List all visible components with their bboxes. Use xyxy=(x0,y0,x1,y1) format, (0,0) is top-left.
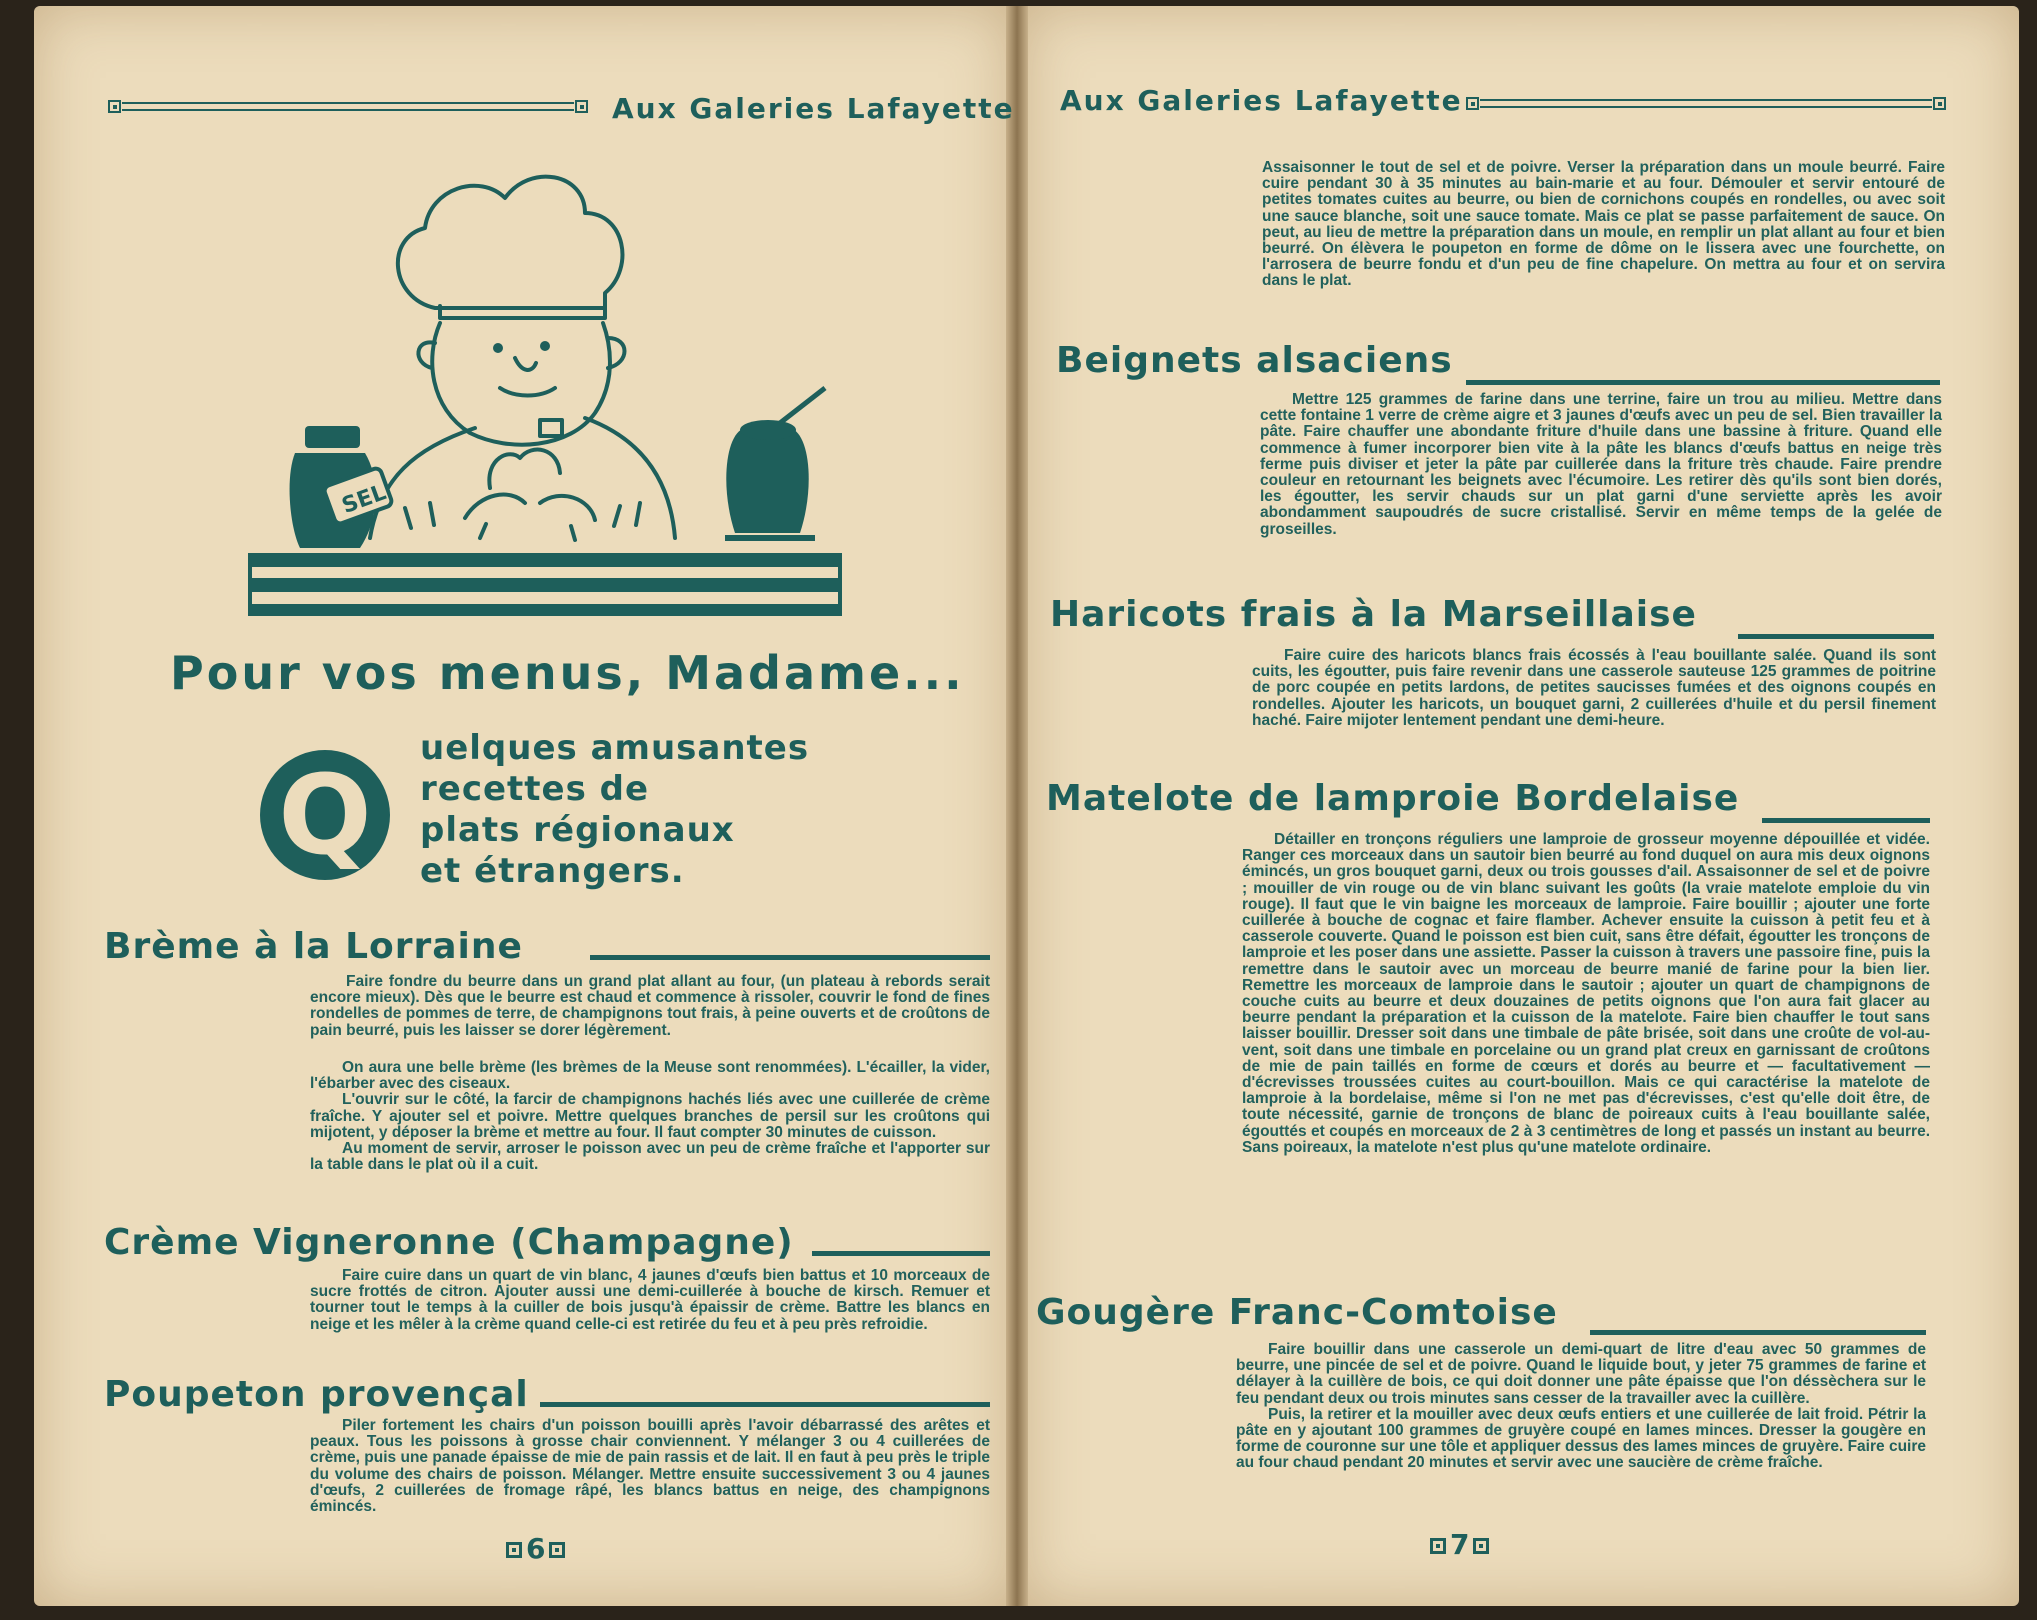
intro-line: recettes de xyxy=(420,769,650,809)
title-rule xyxy=(1466,380,1940,385)
continuation-text xyxy=(1262,160,1945,290)
square-ornament-icon xyxy=(1430,1538,1446,1554)
recipe-paragraph: L'ouvrir sur le côté, la farcir de champignons hachés liés avec une cuillerée de crème fraîche. Y ajouter sel et poivre. Mettre quelques branches de persil sur les croûtons qui mijotent, y déposer la brème et mettre au four. Il faut compter 30 minutes de cuisson. xyxy=(310,1091,990,1141)
recipe-title: Crème Vigneronne (Champagne) xyxy=(104,1222,794,1263)
recipe-paragraph: Faire cuire des haricots blancs frais écossés à l'eau bouillante salée. Quand ils sont cuits, les égoutter, puis faire revenir dans une casserole sauteuse 125 grammes de poitrine de porc coupée en petits lardons, de petites saucisses fumées et des oignons coupés en rondelles. Ajouter les haricots, un bouquet garni, 2 cuillerées d'huile et du persil finement haché. Faire mijoter lentement pendant une demi-heure. xyxy=(1252,647,1936,729)
square-ornament-icon xyxy=(506,1542,522,1558)
square-ornament-icon xyxy=(549,1542,565,1558)
recipe-title: Beignets alsaciens xyxy=(1056,340,1453,381)
title-rule xyxy=(1738,634,1934,639)
headline: Pour vos menus, Madame... xyxy=(170,646,965,700)
header-rule-left xyxy=(108,99,588,117)
left-header-title: Aux Galeries Lafayette xyxy=(612,92,1015,125)
intro-line: uelques amusantes xyxy=(420,728,810,768)
recipe-title: Poupeton provençal xyxy=(104,1374,529,1415)
recipe-paragraph: Au moment de servir, arroser le poisson avec un peu de crème fraîche et l'apporter sur la table dans le plat où il a cuit. xyxy=(310,1140,990,1174)
drop-cap-letter: Q xyxy=(278,751,372,879)
page-number: 6 xyxy=(526,1532,546,1565)
intro-lines xyxy=(420,728,809,892)
drop-cap-q xyxy=(260,750,390,880)
right-header-title: Aux Galeries Lafayette xyxy=(1060,84,1463,117)
title-rule xyxy=(540,1402,990,1407)
title-rule xyxy=(590,955,990,960)
recipe-paragraph: Mettre 125 grammes de farine dans une terrine, faire un trou au milieu. Mettre dans cette fontaine 1 verre de crème aigre et 3 jaunes d'œufs avec un peu de sel. Bien travailler la pâte. Faire chauffer une abondante friture d'huile dans une bassine à friture. Quand elle commence à fumer incorporer bien vite à la pâte les blancs d'œufs battus en neige très ferme puis diviser et jeter la pâte par cuillerée dans la friture très chaude. Faire prendre couleur en retournant les beignets avec l'écumoire. Les retirer dès qu'ils sont bien dorés, les égoutter, les servir chauds sur un plat garni d'une serviette après les avoir abondamment saupoudrés de sucre cristallisé. Servir en même temps de la gelée de groseilles. xyxy=(1260,391,1942,538)
recipe-title: Gougère Franc-Comtoise xyxy=(1036,1292,1558,1333)
chef-with-salt-jar-icon xyxy=(240,158,850,628)
recipe-body xyxy=(1242,832,1930,1156)
title-rule xyxy=(1590,1330,1926,1335)
recipe-title: Brème à la Lorraine xyxy=(104,926,523,967)
recipe-body xyxy=(1252,648,1936,729)
recipe-body-cont xyxy=(310,1060,990,1173)
title-rule xyxy=(812,1251,990,1256)
recipe-body xyxy=(310,1268,990,1333)
page-number: 7 xyxy=(1450,1528,1470,1561)
recipe-paragraph: Puis, la retirer et la mouiller avec deux œufs entiers et une cuillerée de lait froid. Pétrir la pâte en y ajoutant 100 grammes de gruyère coupé en lames minces. Dresser la gougère en forme de couronne sur une tôle et appliquer dessus des lames minces de gruyère. Faire cuire au four chaud pendant 20 minutes et servir avec une saucière de crème fraîche. xyxy=(1236,1405,1926,1472)
recipe-body xyxy=(310,974,990,1039)
recipe-paragraph: Faire bouillir dans une casserole un demi-quart de litre d'eau avec 50 grammes de beurre, une pincée de sel et de poivre. Quand le liquide bout, y jeter 75 grammes de farine et délayer à la cuillère de bois, ce qui doit donner une pâte épaisse que l'on déssèchera sur le feu pendant deux ou trois minutes sans cesser de la travailler avec la cuillère. xyxy=(1236,1341,1926,1407)
page-number-right xyxy=(1426,1528,1493,1561)
recipe-body xyxy=(310,1418,990,1515)
book-gutter xyxy=(1006,6,1028,1606)
recipe-body xyxy=(1260,392,1942,538)
salt-label: SEL xyxy=(338,480,390,520)
header-rule-right xyxy=(1466,96,1946,114)
intro-line: plats régionaux xyxy=(420,810,735,850)
title-rule xyxy=(1762,818,1930,823)
recipe-paragraph: Détailler en tronçons réguliers une lamproie de grosseur moyenne dépouillée et vidée. Ranger ces morceaux dans un sautoir bien beurré au fond duquel on aura mis deux oignons émincés, un gros bouquet garni, deux ou trois gousses d'ail. Assaisonner de sel et de poivre ; mouiller de vin rouge ou de vin blanc suivant les goûts (la vraie matelote emploie du vin rouge). Il faut que le vin baigne les morceaux de lamproie. Faire bouillir ; ajouter une forte cuillerée à bouche de cognac et faire flamber. Achever ensuite la cuisson à petit feu et à casserole couverte. Quand le poisson est bien cuit, sans être défait, égoutter les tronçons de lamproie et les poser dans une assiette. Passer la cuisson à travers une passoire fine, puis la remettre dans le sautoir avec un morceau de beurre manié de farine pour la bien lier. Remettre les morceaux de lamproie dans le sautoir ; ajouter un quart de champignons de couche cuits au beurre et deux douzaines de petits oignons que l'on aura fait glacer au beurre pendant la préparation et la cuisson de la matelote. Faire bien chauffer le tout sans laisser bouillir. Dresser soit dans une timbale de pâte brisée, soit dans une croûte de vol-au-vent, soit dans une timbale en porcelaine ou un grand plat creux en garnissant de croûtons de mie de pain taillés en forme de cœurs et dorés au beurre et — facultativement — d'écrevisses troussées cuites au court-bouillon. Mais ce qui caractérise la matelote de lamproie à la bordelaise, même si l'on ne met pas d'écrevisses, c'est qu'elle doit être, de toute nécessité, garnie de tronçons de blanc de poireaux cuits à l'eau bouillante salée, égouttés et coupés en morceaux de 2 à 3 centimètres de long et passés un instant au beurre. Sans poireaux, la matelote n'est plus qu'une matelote ordinaire. xyxy=(1242,831,1930,1156)
intro-line: et étrangers. xyxy=(420,851,685,891)
recipe-body xyxy=(1236,1342,1926,1472)
page-number-left xyxy=(502,1532,569,1565)
recipe-paragraph: Piler fortement les chairs d'un poisson bouilli après l'avoir débarrassé des arêtes et peaux. Tous les poissons à grosse chair conviennent. Y mélanger 3 ou 4 cuillerées de crème, puis une panade épaisse de mie de pain rassis et de lait. Il en faut à peu près le triple du volume des chairs de poisson. Mélanger. Mettre ensuite successivement 3 ou 4 jaunes d'œufs, 2 cuillerées de fromage râpé, les blancs battus en neige, des champignons émincés. xyxy=(310,1417,990,1516)
recipe-title: Haricots frais à la Marseillaise xyxy=(1050,594,1697,635)
chef-illustration xyxy=(240,158,850,628)
recipe-paragraph: Faire cuire dans un quart de vin blanc, 4 jaunes d'œufs bien battus et 10 morceaux de sucre frottés de citron. Ajouter aussi une demi-cuillerée à bouche de kirsch. Remuer et tourner tout le temps à la cuiller de bois jusqu'à épaissir de crème. Battre les blancs en neige et les mêler à la crème quand celle-ci est retirée du feu et à peu près refroidie. xyxy=(310,1267,990,1333)
continuation-paragraph: Assaisonner le tout de sel et de poivre. Verser la préparation dans un moule beurré. Faire cuire pendant 30 à 35 minutes au bain-marie et au four. Démouler et servir entouré de petites tomates cuites au beurre, ou bien de cornichons coupés en rondelles, ou avec soit une sauce blanche, soit une sauce tomate. Mais ce plat se passe parfaitement de sauce. On peut, au lieu de mettre la préparation dans un moule, en remplir un plat allant au four et bien beurré. On élèvera le poupeton en forme de dôme on le lissera avec une fourchette, on l'arrosera de beurre fondu et d'un peu de fine chapelure. On mettra au four et on servira dans le plat. xyxy=(1262,159,1945,290)
recipe-paragraph: Faire fondre du beurre dans un grand plat allant au four, (un plateau à rebords serait encore mieux). Dès que le beurre est chaud et commence à rissoler, couvrir le fond de fines rondelles de pommes de terre, de champignons tout frais, à peine ouverts et de croûtons de pain beurré, puis les laisser se dorer légèrement. xyxy=(310,973,990,1039)
recipe-paragraph: On aura une belle brème (les brèmes de la Meuse sont renommées). L'écailler, la vider, l'ébarber avec des ciseaux. xyxy=(310,1059,990,1093)
square-ornament-icon xyxy=(1473,1538,1489,1554)
recipe-title: Matelote de lamproie Bordelaise xyxy=(1046,778,1740,819)
